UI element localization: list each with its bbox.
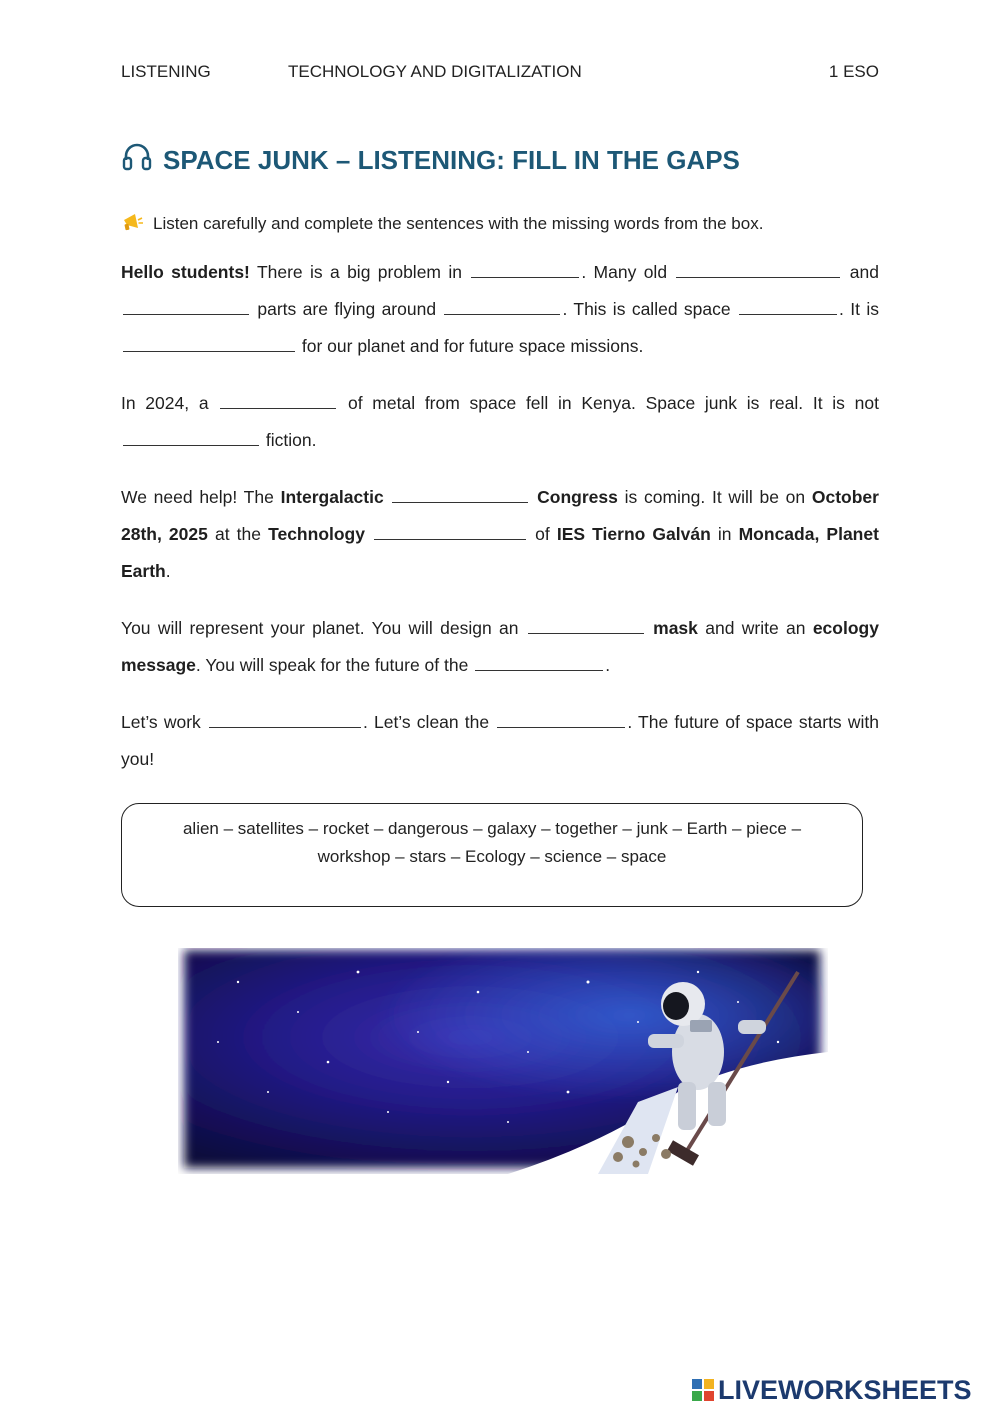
text: of [535,524,550,544]
text: . Many old [581,262,668,282]
text: Let’s work [121,712,201,732]
text: We need help! The [121,487,274,507]
bold-text: Technology [268,524,365,544]
text: is coming. It will be on [624,487,806,507]
megaphone-icon [121,210,145,239]
text: parts are flying around [257,299,437,319]
text: . The future of space starts with you! [121,712,879,769]
bold-text: IES Tierno Galván [556,524,711,544]
text: . It is [839,299,879,319]
text: In 2024, a [121,393,209,413]
text: in [717,524,732,544]
gap-3[interactable] [123,301,249,315]
gap-1[interactable] [471,264,579,278]
gap-2[interactable] [676,264,840,278]
gap-13[interactable] [209,714,361,728]
paragraph-4 [121,610,879,684]
title-text: SPACE JUNK – LISTENING: FILL IN THE GAPS [163,144,740,175]
bold-text: Intergalactic [280,487,384,507]
text: You will represent your planet. You will design an [121,618,519,638]
text: . [605,655,611,675]
bold-text: Moncada, Planet Earth [121,524,879,581]
paragraph-1 [121,254,879,365]
greeting: Hello students! [121,262,250,282]
astronaut-illustration [178,942,828,1174]
text: There is a big problem in [256,262,462,282]
text: of metal from space fell in Kenya. Space junk is real. It is not [348,393,879,413]
text: . You will speak for the future of the [195,655,469,675]
gap-12[interactable] [475,657,603,671]
word-bank-box [121,803,863,907]
paragraph-3 [121,479,879,590]
text: . This is called space [562,299,731,319]
bold-text: October 28th, 2025 [121,487,879,544]
gap-4[interactable] [444,301,560,315]
gap-7[interactable] [220,395,336,409]
header-unit: TECHNOLOGY AND DIGITALIZATION [288,62,582,81]
liveworksheets-logo [692,1375,972,1405]
text: and write an [705,618,806,638]
paragraph-2 [121,385,879,459]
bold-text: mask [653,618,698,638]
gap-6[interactable] [123,338,295,352]
text: . [165,561,171,581]
worksheet-title [121,140,881,180]
word-bank-line-1: alien – satellites – rocket – dangerous – galaxy – together – junk – Earth – piece – [182,819,802,838]
word-bank-line-2: workshop – stars – Ecology – science – space [317,847,667,866]
gap-8[interactable] [123,432,259,446]
liveworksheets-icon [692,1379,714,1401]
header-level: 1 ESO [828,62,879,81]
header-subject: LISTENING [121,62,211,81]
instruction-text: Listen carefully and complete the sentences with the missing words from the box. [153,214,764,233]
text: . Let’s clean the [362,712,490,732]
text: and [849,262,879,282]
gap-10[interactable] [374,526,526,540]
text: at the [214,524,261,544]
page-header [121,62,879,86]
text: fiction. [265,430,317,450]
gap-11[interactable] [528,620,644,634]
gap-5[interactable] [739,301,837,315]
headphones-icon [121,141,153,180]
gap-9[interactable] [392,489,528,503]
gap-14[interactable] [497,714,625,728]
paragraph-5 [121,704,879,778]
brand-text: LIVEWORKSHEETS [718,1374,972,1405]
bold-text: Congress [537,487,618,507]
text: for our planet and for future space missions. [301,336,644,356]
bold-text: ecology message [121,618,879,675]
instructions [121,210,881,238]
